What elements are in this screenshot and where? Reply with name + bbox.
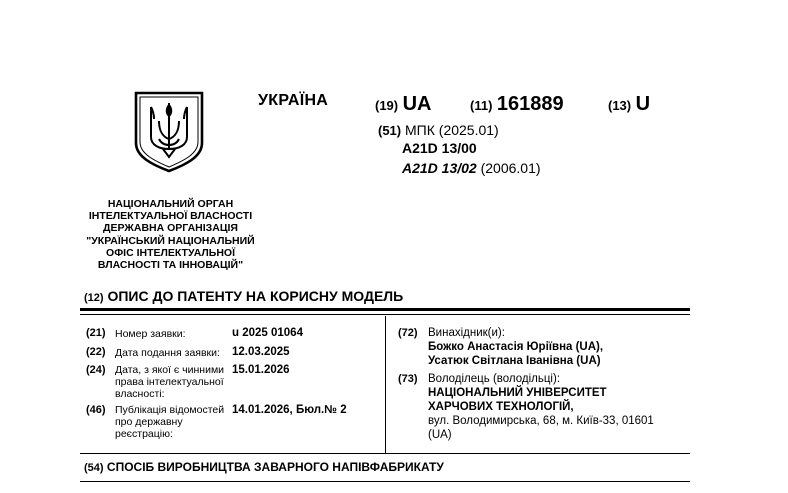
inventor-name: Усатюк Світлана Іванівна (UA) bbox=[428, 355, 601, 367]
label-line: про державну bbox=[115, 416, 183, 428]
divider-thin bbox=[80, 314, 690, 315]
label-line: права інтелектуальної bbox=[115, 376, 224, 388]
inid-code-12: (12) bbox=[84, 292, 104, 304]
divider-mid bbox=[80, 453, 690, 454]
application-number-label: Номер заявки: bbox=[115, 328, 186, 340]
inid-code-11: (11) bbox=[470, 98, 493, 113]
ipc-label: МПК (2025.01) bbox=[405, 122, 499, 138]
ipc-class-2-date: (2006.01) bbox=[480, 160, 541, 176]
owner-name: НАЦІОНАЛЬНИЙ УНІВЕРСИТЕТ bbox=[428, 387, 607, 399]
inid-code-13: (13) bbox=[608, 98, 632, 113]
application-number: u 2025 01064 bbox=[232, 327, 303, 339]
label-line: Дата, з якої є чинними bbox=[115, 364, 225, 376]
owner-name: ХАРЧОВИХ ТЕХНОЛОГІЙ, bbox=[428, 401, 574, 413]
office-line: ОФІС ІНТЕЛЕКТУАЛЬНОЇ bbox=[106, 246, 235, 259]
country-code-line bbox=[375, 93, 431, 116]
office-line: ВЛАСНОСТІ ТА ІННОВАЦІЙ" bbox=[97, 259, 244, 272]
invention-title bbox=[84, 460, 444, 474]
filing-date: 12.03.2025 bbox=[232, 346, 290, 358]
ipc-class-1: A21D 13/00 bbox=[402, 140, 477, 156]
publication-info: 14.01.2026, Бюл.№ 2 bbox=[232, 404, 347, 416]
inventors-block bbox=[428, 326, 603, 368]
ipc-label-line bbox=[378, 122, 499, 138]
column-divider bbox=[385, 316, 386, 453]
doc-kind: U bbox=[635, 93, 651, 115]
inid-code-22: (22) bbox=[86, 346, 106, 358]
owner-address: (UA) bbox=[428, 429, 452, 441]
country-code: UA bbox=[402, 93, 432, 115]
office-line: ДЕРЖАВНА ОРГАНІЗАЦІЯ bbox=[103, 222, 238, 235]
country-name: УКРАЇНА bbox=[258, 92, 329, 109]
rights-date-label bbox=[115, 364, 224, 400]
patent-number-line bbox=[470, 93, 564, 116]
inid-code-21: (21) bbox=[86, 327, 106, 339]
office-line: ІНТЕЛЕКТУАЛЬНОЇ ВЛАСНОСТІ bbox=[88, 210, 253, 223]
office-line: НАЦІОНАЛЬНИЙ ОРГАН bbox=[107, 198, 234, 210]
label-line: реєстрацію: bbox=[115, 428, 173, 440]
invention-title-text: СПОСІБ ВИРОБНИЦТВА ЗАВАРНОГО НАПІВФАБРИКАТУ bbox=[106, 460, 444, 474]
inid-code-46: (46) bbox=[86, 404, 106, 416]
inid-code-24: (24) bbox=[86, 364, 106, 376]
label-line: Публікація відомостей bbox=[115, 404, 225, 416]
inid-code-72: (72) bbox=[398, 327, 418, 339]
rights-effective-date: 15.01.2026 bbox=[232, 364, 290, 376]
ipc-class-2: A21D 13/02 bbox=[402, 160, 477, 176]
divider-thick bbox=[80, 308, 690, 311]
document-title-text: ОПИС ДО ПАТЕНТУ НА КОРИСНУ МОДЕЛЬ bbox=[107, 288, 404, 304]
patent-office-name bbox=[78, 198, 263, 271]
publication-label bbox=[115, 404, 224, 440]
inid-code-51: (51) bbox=[378, 123, 402, 138]
owner-address: вул. Володимирська, 68, м. Київ-33, 01601 bbox=[428, 415, 654, 427]
inid-code-54: (54) bbox=[84, 462, 104, 474]
document-title bbox=[84, 288, 403, 304]
coat-of-arms-icon bbox=[133, 91, 205, 173]
ipc-class-2-line bbox=[402, 160, 541, 176]
owner-label: Володілець (володільці): bbox=[428, 373, 561, 385]
doc-kind-line bbox=[608, 93, 650, 116]
inid-code-73: (73) bbox=[398, 373, 418, 385]
office-line: "УКРАЇНСЬКИЙ НАЦІОНАЛЬНИЙ bbox=[86, 234, 255, 247]
patent-number: 161889 bbox=[496, 93, 564, 115]
label-line: власності: bbox=[115, 388, 165, 400]
inventor-name: Божко Анастасія Юріївна (UA), bbox=[428, 341, 604, 353]
inid-code-19: (19) bbox=[375, 98, 399, 113]
divider-bottom bbox=[80, 481, 690, 482]
inventors-label: Винахідник(и): bbox=[428, 327, 505, 339]
filing-date-label: Дата подання заявки: bbox=[115, 347, 220, 359]
owner-block bbox=[428, 372, 654, 442]
